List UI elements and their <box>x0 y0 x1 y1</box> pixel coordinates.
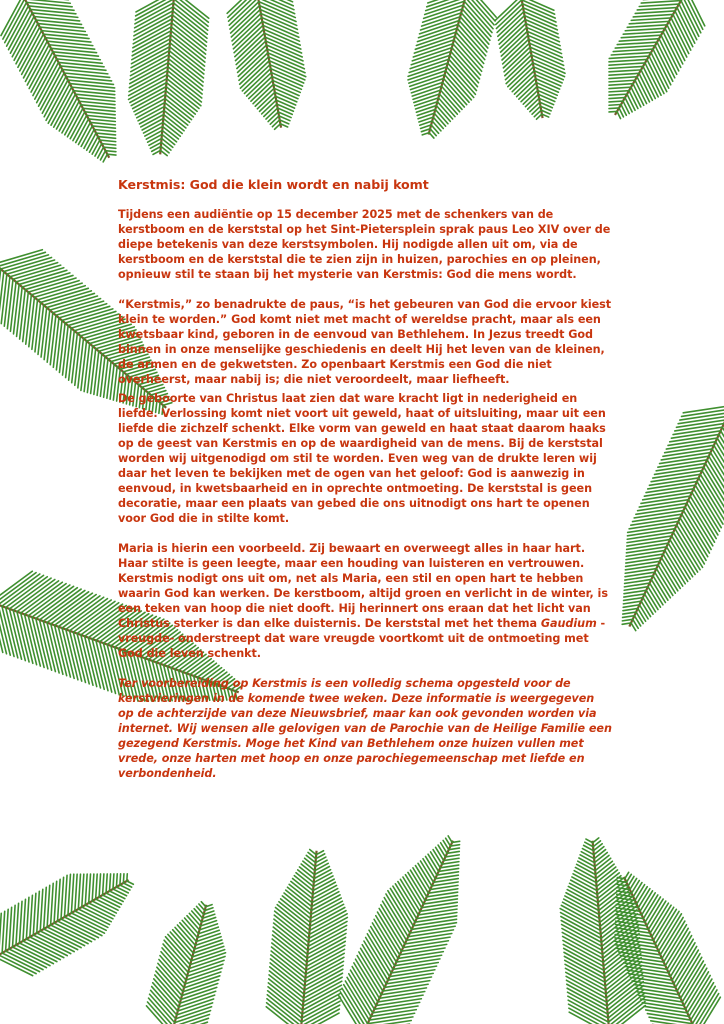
maria-text-start: Maria is hierin een voorbeeld. Zij bewaart en overweegt alles in haar hart. Haar stilte is geen leegte, maar een houding van luisteren en vertrouwen. Kerstmis nodigt ons uit om, net als Maria, een stil en open hart te hebben waarin God kan werken. De kerstboom, altijd groen en verlicht in de winter, is een teken van hoop die niet dooft. Hij herinnert ons eraan dat het licht van Christus sterker is dan elke duisternis. De kerststal met het thema <box>118 542 608 630</box>
paragraph-christ-birth: De geboorte van Christus laat zien dat ware kracht ligt in nederigheid en liefde. Verlossing komt niet voort uit geweld, haat of uitsluiting, maar uit een liefde die zichzelf schenkt. Elke vorm van geweld en haat staat daarom haaks op de geest van Kerstmis en op de waardigheid van de mens. Bij de kerststal worden wij uitgenodigd om stil te worden. Even weg van de drukte leren wij daar het leven te bekijken met de ogen van het geloof: God is aanwezig in eenvoud, in kwetsbaarheid en in oprechte ontmoeting. De kerststal is geen decoratie, maar een plaats van gebed die ons uitnodigt ons hart te openen voor God die in stilte komt. <box>118 392 606 525</box>
pine-branch-icon <box>491 0 572 123</box>
pine-branch-icon <box>222 0 314 134</box>
maria-text-end: -vreugde- onderstreept dat ware vreugde voortkomt uit de ontmoeting met God die leven schenkt. <box>118 617 606 660</box>
pine-branch-icon <box>586 0 719 132</box>
pine-branch-icon <box>394 0 503 146</box>
pine-branch-icon <box>140 895 238 1024</box>
article-title: Kerstmis: God die klein wordt en nabij komt <box>118 177 429 192</box>
pine-branch-icon <box>0 0 143 176</box>
article <box>118 176 613 796</box>
paragraph-quote: “Kerstmis,” zo benadrukte de paus, “is het gebeuren van God die ervoor kiest klein te worden.” God komt niet met macht of wereldse pracht, maar als een kwetsbaar kind, geboren in de eenvoud van Bethlehem. In Jezus treedt God binnen in onze menselijke geschiedenis en deelt Hij het leven van de kleinen, de armen en de gekwetsten. Zo openbaart Kerstmis een God die niet overheerst, maar nabij is; die niet veroordeelt, maar liefheeft. <box>118 298 612 386</box>
pine-branch-icon <box>554 835 648 1024</box>
maria-theme-word: Gaudium <box>540 617 597 630</box>
paragraph-intro: Tijdens een audiëntie op 15 december 2025 met de schenkers van de kerstboom en de kerststal op het Sint-Pietersplein sprak paus Leo XIV over de diepe betekenis van deze kerstsymbolen. Hij nodigde allen uit om, via de kerstboom en de kerststal die te zien zijn in huizen, parochies en op pleinen, opnieuw stil te staan bij het mysterie van Kerstmis: God die mens wordt. <box>118 208 611 281</box>
pine-branch-icon <box>325 822 488 1024</box>
paragraph-maria <box>118 541 613 661</box>
pine-branch-icon <box>0 849 148 990</box>
paragraph-closing: Ter voorbereiding op Kerstmis is een volledig schema opgesteld voor de kerstvieringen in de komende twee weken. Deze informatie is weergegeven op de achterzijde van deze Nieuwsbrief, maar kan ook gevonden worden via internet. Wij wensen alle gelovigen van de Parochie van de Heilige Familie een gezegend Kerstmis. Moge het Kind van Bethlehem onze huizen vullen met vrede, onze harten met hoop en onze parochiegemeenschap met liefde en verbondenheid. <box>118 677 612 780</box>
pine-branch-icon <box>124 0 212 158</box>
